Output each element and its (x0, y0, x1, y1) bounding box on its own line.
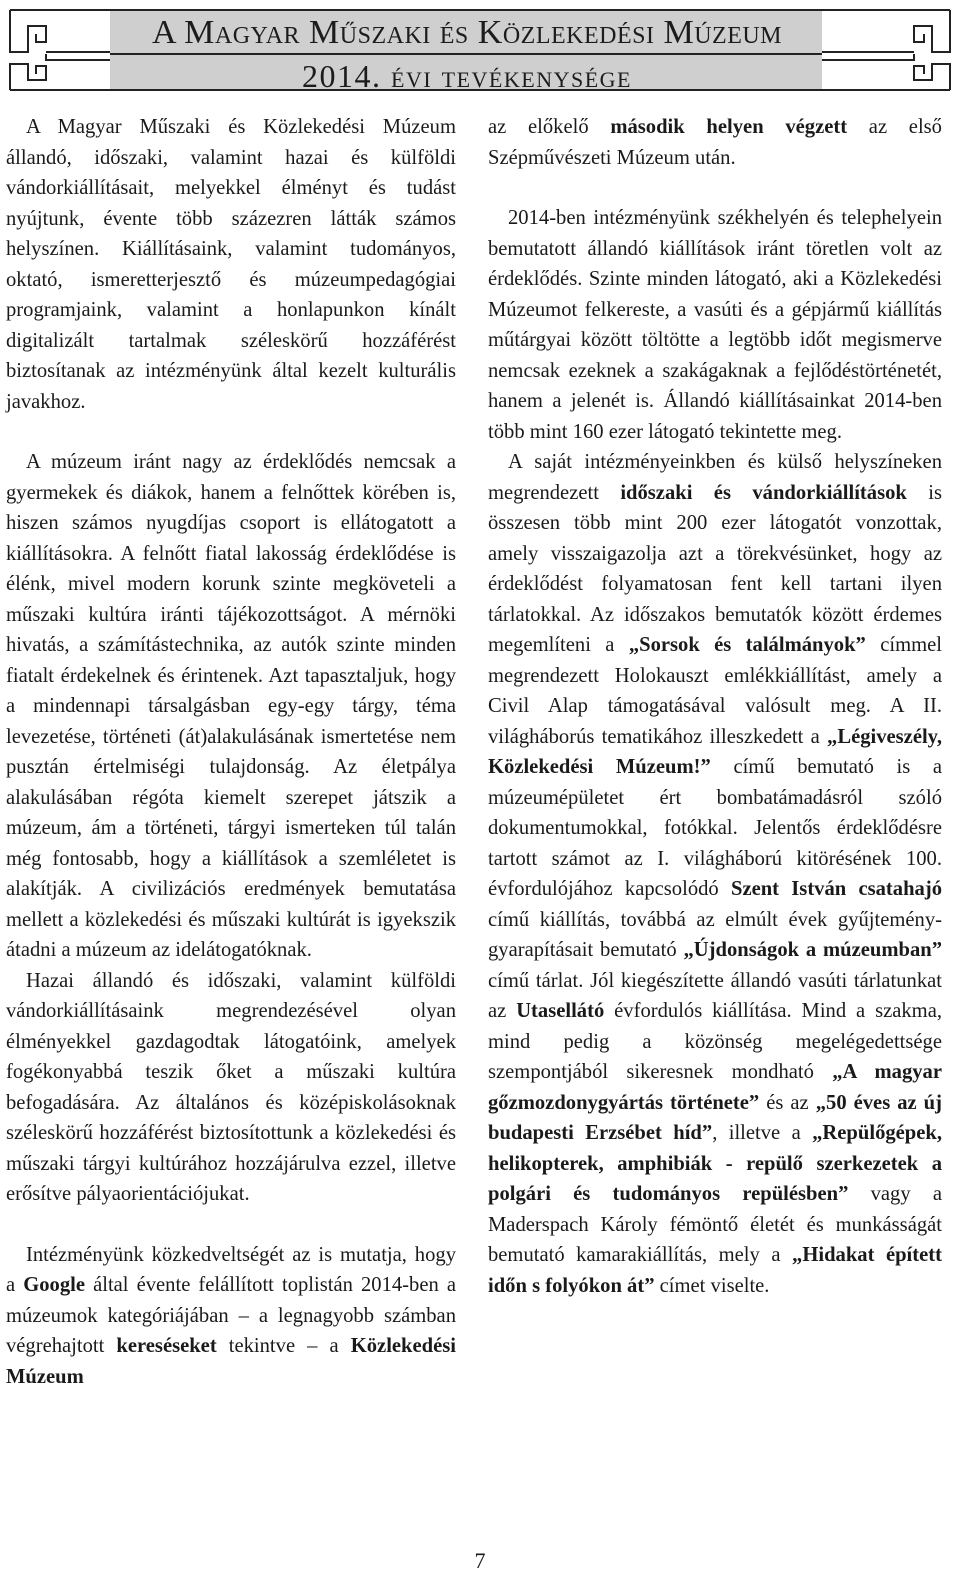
bold-text: kereséseket (116, 1335, 217, 1357)
paragraph: 2014-ben intézményünk székhelyén és telephelyein bemutatott állandó kiállítások iránt töretlen volt az érdeklődés. Szinte minden látogató, aki a Közlekedési Múzeumot felkereste, a vasúti és a gépjármű kiállítás műtárgyai között töltötte a legtöbb időt megismerve nemcsak ezeknek a szakágaknak a fejlődéstörténetét, hanem a jelenét is. Állandó kiállításainkat 2014-ben több mint 160 ezer látogató tekintette meg. (488, 207, 942, 443)
bold-text: „50 éves az új budapesti Erzsébet híd” (488, 1091, 942, 1144)
text-run: című kiállítás, továbbá az elmúlt évek gyűjtemény-gyarapításait bemutató (488, 908, 942, 961)
bold-text: időszaki és vándorkiállítások (620, 481, 907, 504)
text-run: vagy a Maderspach Károly fémöntő életét és munkásságát bemutató kamarakiállítás, mely a (488, 1183, 942, 1266)
bold-text: Google (23, 1274, 85, 1296)
paragraph (6, 1240, 456, 1393)
paragraph: A múzeum iránt nagy az érdeklődés nemcsak a gyermekek és diákok, hanem a felnőttek körében is, hiszen számos nyugdíjas csoport is ellátogatott a kiállításokra. A felnőtt fiatal lakosság érdeklődése is élénk, mivel modern korunk szinte megköveteli a műszaki kultúra iránti tájékozottságot. A mérnöki hivatás, a számítástechnika, az autók szinte minden fiatalt érdekelnek és érintenek. Azt tapasztaljuk, hogy a mindennapi társalgásban egy-egy tárgy, téma levezetése, történeti (át)alakulásának ismertetése nem pusztán értelmiségi tulajdonság. Az életpálya alakulásában régóta kiemelt szerepet játszik a múzeum, ám a történeti, tárgyi ismerteken túl talán még fontosabb, hogy a kiállítások a szemléletet is alakítják. A civilizációs eredmények bemutatása mellett a közlekedési és műszaki kultúrát is igyekszik átadni a múzeum az idelátogatóknak. (6, 451, 456, 961)
title-line-2: 2014. évi tevékenysége (302, 58, 632, 94)
text-run: című bemutató is a múzeumépületet ért bombatámadásról szóló dokumentumokkal, fotókkal. Jelentős érdeklődésre tartott számot az I. világháború kitörésének 100. évfordulójához kapcsolódó (488, 756, 943, 900)
bold-text: második helyen végzett (610, 116, 848, 138)
paragraph (488, 447, 942, 1301)
paragraph (488, 112, 942, 173)
text-run: címet viselte. (654, 1274, 770, 1297)
left-meander-ornament (10, 10, 110, 90)
text-run: és az (759, 1091, 816, 1114)
bold-text: „Légiveszély, Közlekedési Múzeum!” (488, 725, 942, 778)
bold-text: „Újdonságok a múzeumban” (683, 939, 942, 961)
text-run: címmel megrendezett Holokauszt emlékkiállítást, amely a Civil Alap támogatásával valósult meg. A II. világháborús tematikához illeszkedett a (488, 634, 942, 748)
text-run: évfordulós kiállítása. Mind a szakma, mind pedig a közönség megelégedettsége szempontjából sikeresnek mondható (488, 1000, 942, 1083)
text-run: című tárlat. Jól kiegészítette állandó vasúti tárlatunkat az (488, 969, 942, 1022)
title-banner (6, 4, 954, 96)
text-run: tekintve – a (216, 1335, 351, 1357)
bold-text: „A magyar gőzmozdonygyártás története” (488, 1061, 942, 1114)
bold-text: Közlekedési Múzeum (6, 1335, 456, 1388)
page-number: 7 (474, 1548, 486, 1573)
text-run: , illetve a (712, 1122, 813, 1144)
bold-text: „Hidakat épített időn s folyókon át” (488, 1244, 942, 1297)
bold-text: „Repülőgépek, helikopterek, amphibiák - repülő szerkezetek a polgári és tudományos repülésben” (488, 1122, 942, 1205)
text-run: által évente felállított toplistán 2014-ben a múzeumok kategóriájában – a legnagyobb számban végrehajtott (6, 1274, 456, 1357)
bold-text: „Sorsok és találmányok” (628, 634, 866, 656)
text-run: az előkelő (488, 116, 611, 138)
text-run: az első Szépművészeti Múzeum után. (488, 116, 942, 169)
left-column (6, 112, 456, 1392)
text-run: A saját intézményeinkben és külső helyszíneken megrendezett (488, 451, 942, 504)
bold-text: Szent István csatahajó (730, 878, 942, 900)
paragraph: Hazai állandó és időszaki, valamint külföldi vándorkiállításaink megrendezésével olyan élményekkel gazdagodtak látogatóink, amelyek fogékonyabbá teszik őket a műszaki kultúra befogadására. Az általános és középiskolásoknak széleskörű hozzáférést biztosítottunk a közlekedési és műszaki tárgyi kultúrához hozzájárulva ezzel, illetve erősítve pályaorientációjukat. (6, 969, 456, 1205)
text-run: is összesen több mint 200 ezer látogatót vonzottak, amely visszaigazolja azt a törekvésünket, hogy az érdeklődést folyamatosan fent kell tartani ilyen tárlatokkal. Az időszakos bemutatók között érdemes megemlíteni a (488, 481, 942, 656)
right-column (488, 112, 942, 1301)
bold-text: Utasellátó (516, 1000, 605, 1022)
paragraph: A Magyar Műszaki és Közlekedési Múzeum állandó, időszaki, valamint hazai és külföldi vándorkiállításait, melyekkel élményt és tudást nyújtunk, évente több százezren látták számos helyszínen. Kiállításaink, valamint tudományos, oktató, ismeretterjesztő és múzeumpedagógiai programjaink, valamint a honlapunkon kínált digitalizált tartalmak széleskörű hozzáférést biztosítanak az intézményünk által kezelt kulturális javakhoz. (6, 116, 456, 413)
right-meander-ornament (822, 10, 950, 90)
title-line-1: A Magyar Műszaki és Közlekedési Múzeum (151, 14, 783, 51)
text-run: Intézményünk közkedveltségét az is mutatja, hogy a (6, 1243, 456, 1296)
